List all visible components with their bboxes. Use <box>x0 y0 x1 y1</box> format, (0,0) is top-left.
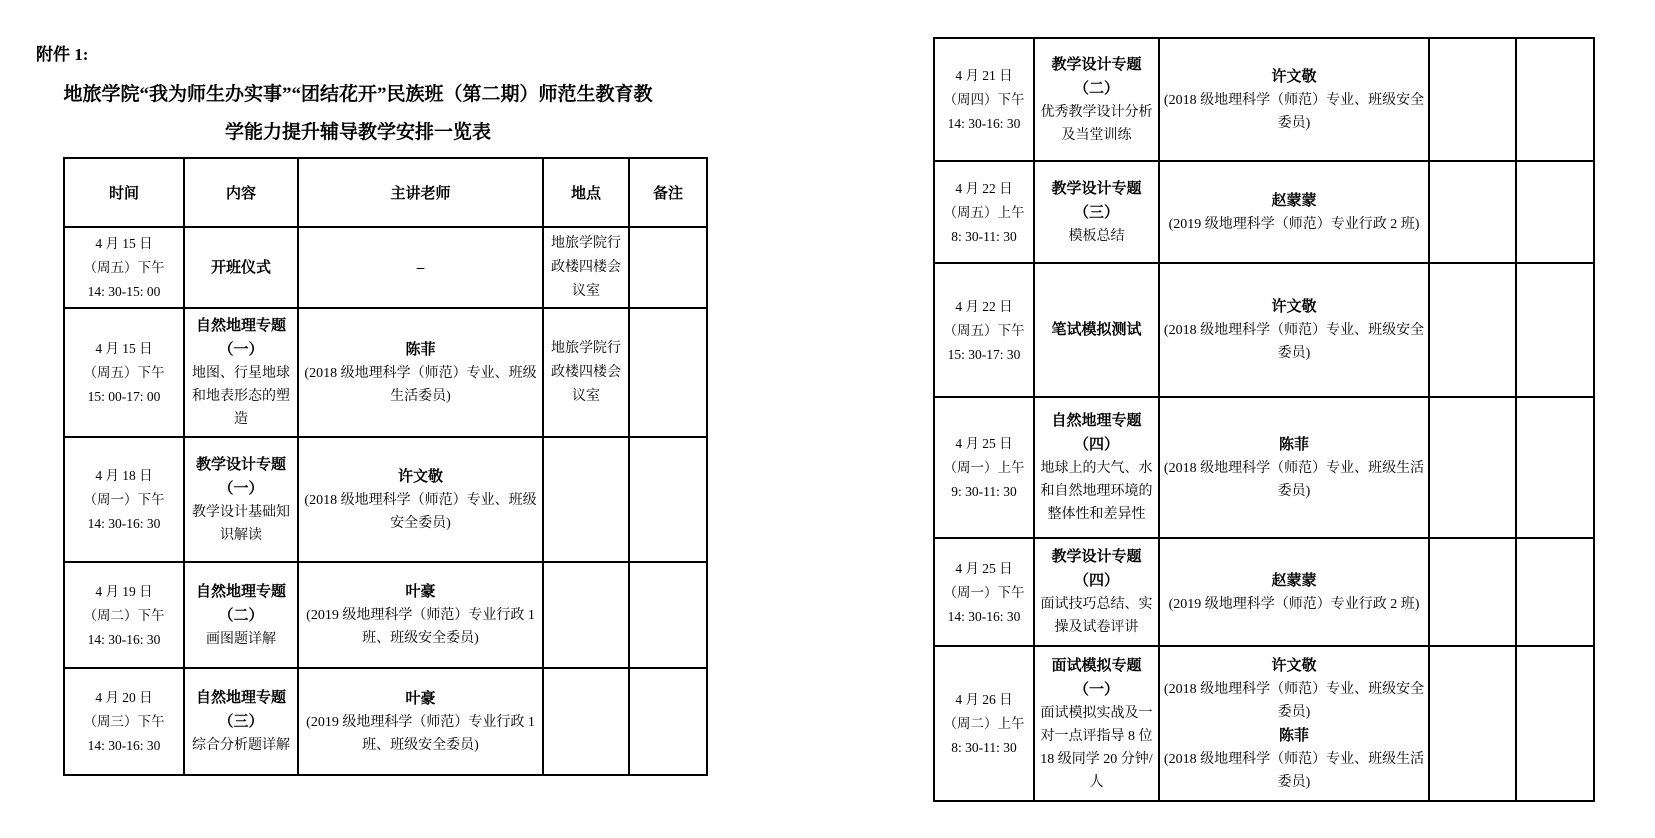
location-cell <box>1429 38 1516 161</box>
time-cell <box>934 161 1034 263</box>
lecturer-cell <box>1159 161 1429 263</box>
schedule-row <box>64 437 707 562</box>
lecturer-name: 陈菲 <box>1278 436 1309 453</box>
content-cell <box>184 562 298 668</box>
lecturer-description: (2018 级地理科学（师范）专业、班级生活委员) <box>1163 751 1425 790</box>
time-line: 4 月 18 日 <box>95 468 153 483</box>
location-cell <box>1429 161 1516 263</box>
time-cell <box>934 646 1034 801</box>
header-location: 地点 <box>543 158 629 227</box>
location-cell <box>543 437 629 562</box>
content-topic: 教学设计专题（四） <box>1051 549 1142 589</box>
time-line: 14: 30-16: 30 <box>87 631 161 647</box>
remark-cell <box>1516 38 1594 161</box>
time-line: 4 月 15 日 <box>95 236 153 251</box>
location-cell <box>1429 538 1516 646</box>
content-description: 地图、行星地球和地表形态的塑造 <box>192 366 290 427</box>
time-line: （周一）下午 <box>943 584 1025 600</box>
lecturer-name: 赵蒙蒙 <box>1271 192 1317 209</box>
content-description: 模板总结 <box>1068 228 1125 244</box>
time-line: 15: 00-17: 00 <box>87 389 161 404</box>
attachment-label: 附件 1: <box>36 45 89 64</box>
time-line: 14: 30-16: 30 <box>947 116 1021 131</box>
time-line: （周四）下午 <box>943 92 1025 107</box>
location-text: 地旅学院行政楼四楼会议室 <box>551 340 621 404</box>
lecturer-name: – <box>416 259 425 276</box>
lecturer-cell <box>298 227 543 308</box>
schedule-row <box>64 227 707 308</box>
location-cell <box>543 227 629 308</box>
lecturer-cell <box>1159 646 1429 801</box>
remark-cell <box>1516 646 1594 801</box>
content-cell <box>184 668 298 775</box>
content-topic: 教学设计专题（三） <box>1051 180 1142 221</box>
time-cell <box>64 437 184 562</box>
time-cell <box>934 538 1034 646</box>
schedule-row <box>934 161 1594 263</box>
lecturer-name: 许文敬 <box>1271 657 1317 674</box>
time-line: 4 月 20 日 <box>95 690 153 705</box>
time-line: 14: 30-16: 30 <box>87 516 161 531</box>
time-line: （周五）下午 <box>83 365 165 380</box>
time-line: 4 月 19 日 <box>95 583 153 599</box>
content-description: 面试模拟实战及一对一点评指导 8 位 18 级同学 20 分钟/人 <box>1040 705 1153 790</box>
page-title-line-2: 学能力提升辅导教学安排一览表 <box>224 122 491 143</box>
content-cell <box>184 227 298 308</box>
lecturer-name: 叶豪 <box>405 584 436 600</box>
schedule-row <box>64 308 707 437</box>
lecturer-cell <box>1159 397 1429 538</box>
time-cell <box>64 227 184 308</box>
schedule-row <box>934 397 1594 538</box>
schedule-row <box>64 668 707 775</box>
lecturer-name: 许文敬 <box>397 468 443 485</box>
time-line: （周一）上午 <box>943 460 1025 475</box>
lecturer-name: 赵蒙蒙 <box>1271 572 1317 589</box>
content-topic: 自然地理专题（三） <box>195 690 286 730</box>
content-description: 画图题详解 <box>206 631 276 647</box>
content-topic: 教学设计专题（二） <box>1051 56 1142 97</box>
schedule-row <box>934 646 1594 801</box>
content-cell <box>184 308 298 437</box>
time-line: 4 月 26 日 <box>955 692 1013 707</box>
lecturer-description: (2018 级地理科学（师范）专业、班级生活委员) <box>1163 460 1425 499</box>
time-cell <box>64 308 184 437</box>
page-title-line-1: 地旅学院“我为师生办实事”“团结花开”民族班（第二期）师范生教育教 <box>63 84 653 105</box>
content-description: 教学设计基础知识解读 <box>192 504 290 543</box>
lecturer-cell <box>1159 538 1429 646</box>
lecturer-description: (2018 级地理科学（师范）专业、班级安全委员) <box>1163 92 1425 131</box>
lecturer-name: 许文敬 <box>1271 68 1317 85</box>
location-text: 地旅学院行政楼四楼会议室 <box>551 235 621 299</box>
time-line: （周二）下午 <box>83 607 165 623</box>
remark-cell <box>1516 538 1594 646</box>
time-line: 14: 30-16: 30 <box>87 738 161 753</box>
content-cell <box>1034 397 1159 538</box>
schedule-row <box>64 562 707 668</box>
time-line: （周二）上午 <box>943 716 1025 731</box>
lecturer-name: 叶豪 <box>405 690 436 707</box>
location-cell <box>1429 263 1516 397</box>
remark-cell <box>629 227 707 308</box>
lecturer-cell <box>298 308 543 437</box>
time-line: 14: 30-16: 30 <box>947 608 1021 624</box>
lecturer-cell <box>1159 263 1429 397</box>
schedule-row <box>934 538 1594 646</box>
schedule-row <box>934 263 1594 397</box>
content-cell <box>1034 538 1159 646</box>
time-line: （周五）上午 <box>943 204 1025 220</box>
header-remark: 备注 <box>629 158 707 227</box>
lecturer-cell <box>298 668 543 775</box>
time-line: 9: 30-11: 30 <box>951 484 1017 499</box>
content-cell <box>1034 161 1159 263</box>
content-topic: 开班仪式 <box>210 259 271 276</box>
schedule-table-page1 <box>63 157 708 776</box>
time-cell <box>934 397 1034 538</box>
lecturer-description: (2019 级地理科学（师范）专业行政 2 班) <box>1168 596 1420 612</box>
schedule-row <box>934 38 1594 161</box>
lecturer-description: (2019 级地理科学（师范）专业行政 1 班、班级安全委员) <box>306 714 535 753</box>
time-line: （周三）下午 <box>83 714 165 729</box>
time-cell <box>64 562 184 668</box>
time-line: 15: 30-17: 30 <box>947 346 1021 362</box>
content-topic: 教学设计专题（一） <box>195 456 286 497</box>
lecturer-cell <box>298 437 543 562</box>
time-line: 4 月 25 日 <box>955 560 1013 576</box>
remark-cell <box>629 668 707 775</box>
remark-cell <box>629 437 707 562</box>
location-cell <box>543 308 629 437</box>
lecturer-description: (2019 级地理科学（师范）专业行政 1 班、班级安全委员) <box>306 608 535 646</box>
location-cell <box>1429 646 1516 801</box>
time-cell <box>64 668 184 775</box>
time-line: 4 月 21 日 <box>955 68 1013 83</box>
remark-cell <box>629 562 707 668</box>
content-description: 地球上的大气、水和自然地理环境的整体性和差异性 <box>1040 461 1153 522</box>
content-topic: 自然地理专题（一） <box>195 318 286 358</box>
content-topic: 笔试模拟测试 <box>1051 322 1142 338</box>
time-line: （周五）下午 <box>943 322 1025 338</box>
location-cell <box>1429 397 1516 538</box>
content-cell <box>1034 263 1159 397</box>
lecturer-description: (2018 级地理科学（师范）专业、班级生活委员) <box>304 365 537 404</box>
header-row <box>64 158 707 227</box>
content-topic: 面试模拟专题（一） <box>1051 657 1142 698</box>
lecturer-description: (2018 级地理科学（师范）专业、班级安全委员) <box>1163 323 1425 361</box>
content-topic: 自然地理专题（四） <box>1051 413 1142 453</box>
remark-cell <box>1516 263 1594 397</box>
time-line: 4 月 15 日 <box>95 341 153 356</box>
lecturer-cell <box>1159 38 1429 161</box>
time-line: 4 月 22 日 <box>955 180 1013 196</box>
time-line: 4 月 25 日 <box>955 436 1013 451</box>
time-line: 8: 30-11: 30 <box>951 740 1017 755</box>
location-cell <box>543 562 629 668</box>
lecturer-description: (2019 级地理科学（师范）专业行政 2 班) <box>1168 216 1420 232</box>
document-page-2 <box>828 0 1655 838</box>
remark-cell <box>1516 397 1594 538</box>
header-time: 时间 <box>64 158 184 227</box>
content-cell <box>184 437 298 562</box>
time-line: 8: 30-11: 30 <box>951 228 1017 244</box>
content-topic: 自然地理专题（二） <box>195 583 286 624</box>
header-content: 内容 <box>184 158 298 227</box>
location-cell <box>543 668 629 775</box>
content-cell <box>1034 646 1159 801</box>
time-line: 14: 30-15: 00 <box>87 284 161 299</box>
lecturer-description: (2018 级地理科学（师范）专业、班级安全委员) <box>304 492 537 531</box>
lecturer-description: (2018 级地理科学（师范）专业、班级安全委员) <box>1163 681 1425 720</box>
time-line: （周五）下午 <box>83 260 165 275</box>
content-description: 综合分析题详解 <box>192 738 290 753</box>
lecturer-name: 陈菲 <box>405 341 436 358</box>
time-cell <box>934 38 1034 161</box>
time-cell <box>934 263 1034 397</box>
lecturer-cell <box>298 562 543 668</box>
content-description: 优秀教学设计分析及当堂训练 <box>1040 104 1153 143</box>
schedule-table-page2 <box>933 37 1595 802</box>
header-lecturer: 主讲老师 <box>298 158 543 227</box>
remark-cell <box>629 308 707 437</box>
time-line: （周一）下午 <box>83 492 165 507</box>
lecturer-name: 陈菲 <box>1278 727 1309 744</box>
page-title <box>28 76 688 152</box>
lecturer-name: 许文敬 <box>1271 299 1317 315</box>
remark-cell <box>1516 161 1594 263</box>
content-cell <box>1034 38 1159 161</box>
time-line: 4 月 22 日 <box>955 298 1013 314</box>
content-description: 面试技巧总结、实操及试卷评讲 <box>1040 597 1153 635</box>
